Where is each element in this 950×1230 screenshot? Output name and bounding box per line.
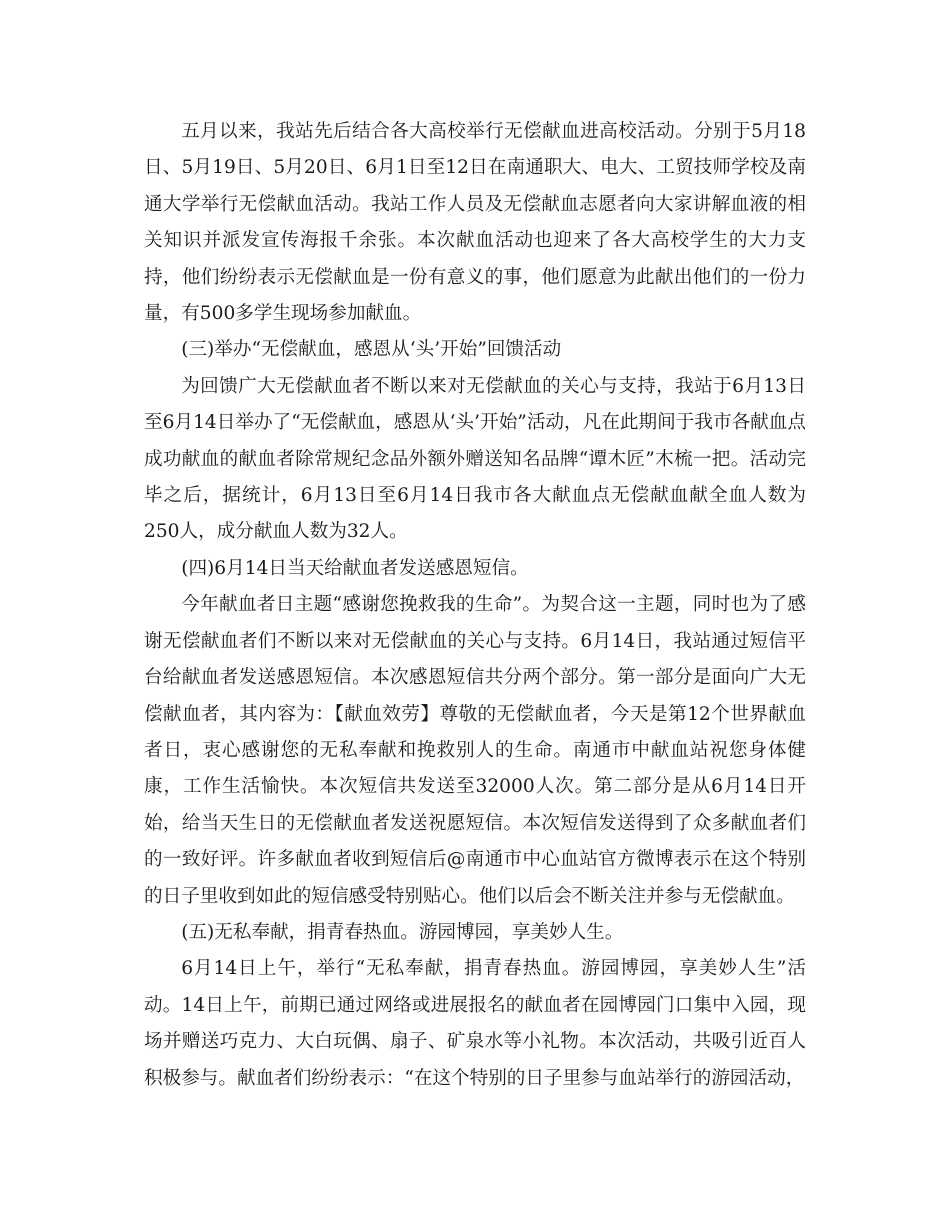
section-heading-five: (五)无私奉献，捐青春热血。游园博园，享美妙人生。 <box>181 921 624 943</box>
section-heading-four: (四)6月14日当天给献血者发送感恩短信。 <box>181 557 529 579</box>
paragraph-campus-activities: 五月以来，我站先后结合各大高校举行无偿献血进高校活动。分别于5月18日、5月19日、5月20日、6月1日至12日在南通职大、电大、工贸技师学校及南通大学举行无偿献血活动。我站工作人员及无偿献血志愿者向大家讲解血液的相关知识并派发宣传海报千余张。本次献血活动也迎来了各大高校学生的大力支持，他们纷纷表示无偿献血是一份有意义的事，他们愿意为此献出他们的一份力量，有500多学生现场参加献血。 <box>144 121 806 325</box>
paragraph-thank-you-sms: 今年献血者日主题“感谢您挽救我的生命”。为契合这一主题，同时也为了感谢无偿献血者们不断以来对无偿献血的关心与支持。6月14日，我站通过短信平台给献血者发送感恩短信。本次感恩短信共分两个部分。第一部分是面向广大无偿献血者，其内容为：【献血效劳】尊敬的无偿献血者，今天是第12个世界献血者日，衷心感谢您的无私奉献和挽救别人的生命。南通市中献血站祝您身体健康，工作生活愉快。本次短信共发送至32000人次。第二部分是从6月14日开始，给当天生日的无偿献血者发送祝愿短信。本次短信发送得到了众多献血者们的一致好评。许多献血者收到短信后@南通市中心血站官方微博表示在这个特别的日子里收到如此的短信感受特别贴心。他们以后会不断关注并参与无偿献血。 <box>144 594 806 907</box>
document-body <box>144 114 806 1097</box>
section-heading-three: (三)举办“无偿献血，感恩从‘头’开始”回馈活动 <box>181 339 562 361</box>
paragraph-garden-tour: 6月14日上午，举行“无私奉献，捐青春热血。游园博园，享美妙人生”活动。14日上午，前期已通过网络或进展报名的献血者在园博园门口集中入园，现场并赠送巧克力、大白玩偶、扇子、矿泉水等小礼物。本次活动，共吸引近百人积极参与。献血者们纷纷表示：“在这个特别的日子里参与血站举行的游园活动， <box>144 958 806 1089</box>
paragraph-feedback-activity: 为回馈广大无偿献血者不断以来对无偿献血的关心与支持，我站于6月13日至6月14日举办了“无偿献血，感恩从‘头’开始”活动，凡在此期间于我市各献血点成功献血的献血者除常规纪念品外额外赠送知名品牌“谭木匠”木梳一把。活动完毕之后，据统计，6月13日至6月14日我市各大献血点无偿献血献全血人数为250人，成分献血人数为32人。 <box>144 375 806 543</box>
